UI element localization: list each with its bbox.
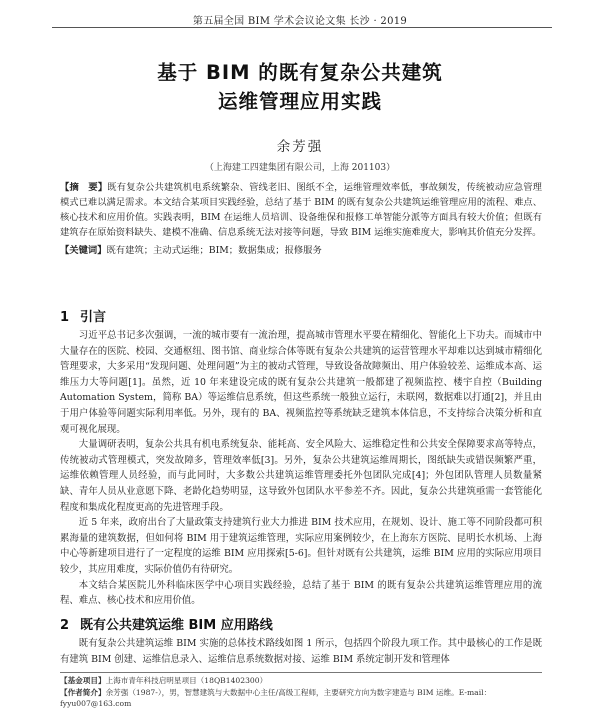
author-name: 余芳强 (276, 139, 324, 155)
author-bio-text: 余芳强（1987-），男，智慧建筑与大数据中心主任/高级工程师，主要研究方向为数字建造与 BIM 运维。E-mail：fyyu007@163.com (60, 687, 492, 708)
author-affiliation: （上海建工四建集团有限公司，上海 201103） (204, 163, 396, 173)
intro-body (60, 328, 542, 609)
body-paragraph: 习近平总书记多次强调，一流的城市要有一流治理，提高城市管理水平要在精细化、智能化上下功夫。而城市中大量存在的医院、校园、交通枢纽、图书馆、商业综合体等既有复杂公共建筑的运营管理水平却难以达到城市精细化管理要求，大多采用“发现问题、处理问题”为主的被动式管理，导致设备故障频出、用户体验较差、运维成本高、运维压力大等问题[1]。虽然，近 10 年来建设完成的既有复杂公共建筑一般都建了视频监控、楼宇自控（Building Automation System，简称 BA）等运维信息系统，但这些系统一般独立运行，未联网，数据难以打通[2]，并且由于用户体验等问题实际利用率低。另外，现有的 BA、视频监控等系统缺乏建筑本体信息，不支持综合决策分析和直观可视化展现。 (60, 330, 542, 435)
keywords-text: 既有建筑；主动式运维；BIM；数据集成；报修服务 (106, 245, 322, 256)
section-2-body (60, 636, 542, 667)
section-title: 引言 (80, 310, 107, 325)
body-paragraph: 大量调研表明，复杂公共具有机电系统复杂、能耗高、安全风险大、运维稳定性和公共安全保障要求高等特点，传统被动式管理模式，突发故障多，管理效率低[3]。另外，复杂公共建筑运维周期长，图纸缺失或错误频繁严重，运维依赖管理人员经验，而与此同时，大多数公共建筑运维管理委托外包团队完成[4]；外包团队管理人员数量紧缺、青年人员从业意愿下降、老龄化趋势明显，这导致外包团队水平参差不齐。因此，复杂公共建筑亟需一套管能化程度和集成化程度更高的先进管理手段。 (60, 439, 542, 513)
keywords-line (60, 243, 542, 258)
body-paragraph: 既有复杂公共建筑运维 BIM 实施的总体技术路线如图 1 所示，包括四个阶段九项工作。其中最核心的工作是既有建筑 BIM 创建、运维信息录入、运维信息系统数据对接、运维 BIM 系统定制开发和管理体 (60, 638, 542, 665)
author-footnote (60, 687, 542, 710)
footnotes (60, 675, 542, 710)
fund-footnote (60, 675, 542, 687)
footnote-rule (60, 672, 542, 673)
title-line-1: 基于 BIM 的既有复杂公共建筑 (157, 61, 443, 84)
header-rule (52, 27, 552, 28)
running-head: 第五届全国 BIM 学术会议论文集 长沙 · 2019 (192, 16, 408, 27)
body-paragraph: 近 5 年来，政府出台了大量政策支持建筑行业大力推进 BIM 技术应用，在规划、设计、施工等不同阶段都可积累海量的建筑数据，但如何将 BIM 用于建筑运维管理，实际应用案例较少，在上海东方医院、昆明长水机场、上海中心等新建项目进行了一定程度的运维 BIM 应用探索[5-6]。但针对既有公共建筑，运维 BIM 应用的实际应用项目较少，其应用难度，实际价值仍有待研究。 (60, 517, 542, 575)
keywords-label: 【关键词】 (60, 245, 107, 256)
section-title: 既有公共建筑运维 BIM 应用路线 (80, 618, 273, 633)
abstract-text: 既有复杂公共建筑机电系统繁杂、管线老旧、图纸不全，运维管理效率低，事故频发，传统被动应急管理模式已难以满足需求。本文结合某项目实践经验，总结了基于 BIM 的既有复杂公共建筑运维管理应用的流程、难点、核心技术和应用价值。实践表明，BIM 在运维人员培训、设备维保和报修工单智能分派等方面具有较大价值；但既有建筑存在原始资料缺失、建模不准确、信息系统无法对接等问题，导致 BIM 运维实施难度大，影响其价值充分发挥。 (60, 182, 542, 238)
fund-label: 【基金项目】 (60, 676, 106, 685)
section-heading-intro (60, 306, 106, 325)
paper-title (0, 58, 600, 116)
abstract-label: 【摘 要】 (60, 182, 108, 193)
section-number: 1 (60, 310, 70, 325)
title-line-2: 运维管理应用实践 (217, 90, 382, 113)
author-bio-label: 【作者简介】 (60, 687, 106, 697)
fund-text: 上海市青年科技启明星项目（18QB1402300） (105, 676, 268, 685)
abstract-block (60, 180, 542, 258)
section-number: 2 (60, 618, 70, 633)
body-paragraph: 本文结合某医院儿外科临床医学中心项目实践经验，总结了基于 BIM 的既有复杂公共建筑运维管理应用的流程、难点、核心技术和应用价值。 (60, 579, 542, 607)
section-heading-route (60, 614, 273, 633)
abstract-paragraph (60, 180, 542, 240)
